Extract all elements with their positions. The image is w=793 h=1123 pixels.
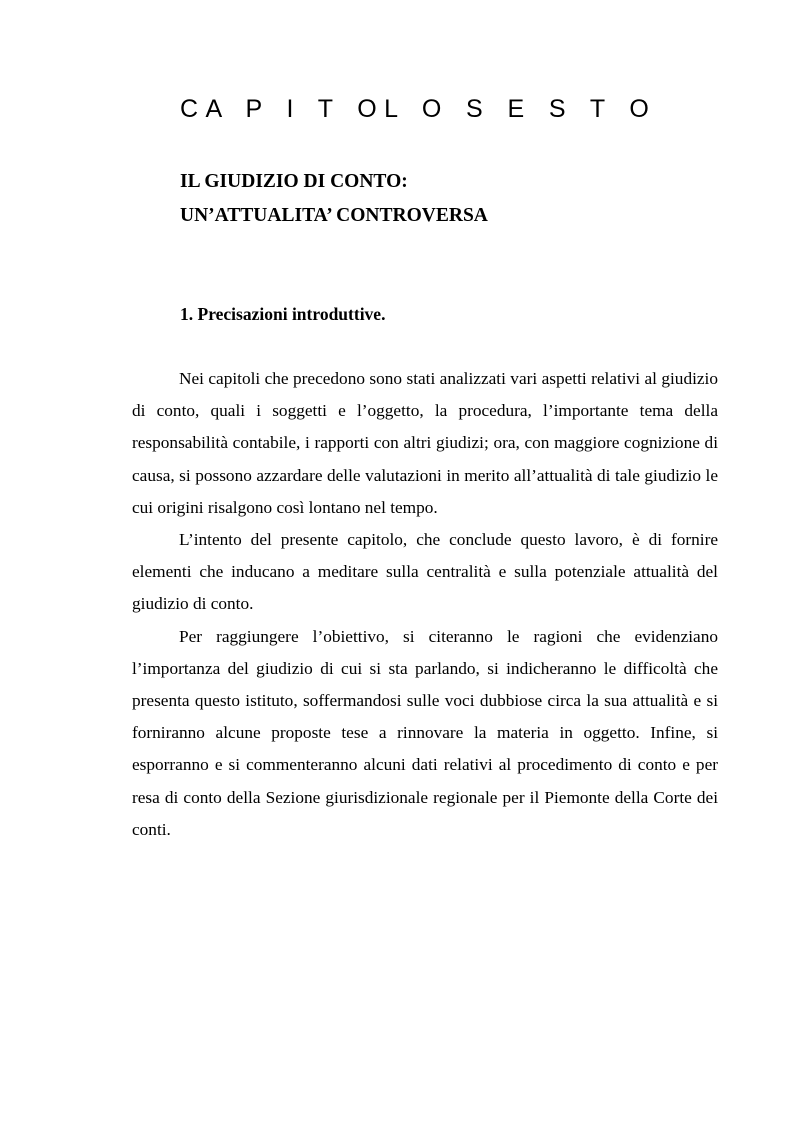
paragraph-2: L’intento del presente capitolo, che conclude questo lavoro, è di fornire elementi che inducano a meditare sulla centralità e sulla potenziale attualità del giudizio di conto. [132, 530, 718, 614]
body-text [132, 363, 718, 846]
chapter-subtitle-line-2: UN’ATTUALITA’ CONTROVERSA [180, 205, 488, 226]
chapter-subtitle-line-1: IL GIUDIZIO DI CONTO: [180, 171, 408, 192]
chapter-title: CA P I T OL O S E S T O [180, 95, 657, 123]
paragraph-1: Nei capitoli che precedono sono stati analizzati vari aspetti relativi al giudizio di conto, quali i soggetti e l’oggetto, la procedura, l’importante tema della responsabilità contabile, i rapporti con altri giudizi; ora, con maggiore cognizione di causa, si possono azzardare delle valutazioni in merito all’attualità di tale giudizio le cui origini risalgono così lontano nel tempo. [132, 369, 718, 517]
section-heading: 1. Precisazioni introduttive. [180, 304, 386, 324]
paragraph-3: Per raggiungere l’obiettivo, si citeranno le ragioni che evidenziano l’importanza del giudizio di cui si sta parlando, si indicheranno le difficoltà che presenta questo istituto, soffermandosi sulle voci dubbiose circa la sua attualità e si forniranno alcune proposte tese a rinnovare la materia in oggetto. Infine, si esporranno e si commenteranno alcuni dati relativi al procedimento di conto e per resa di conto della Sezione giurisdizionale regionale per il Piemonte della Corte dei conti. [132, 626, 718, 839]
chapter-subtitle [180, 165, 488, 233]
